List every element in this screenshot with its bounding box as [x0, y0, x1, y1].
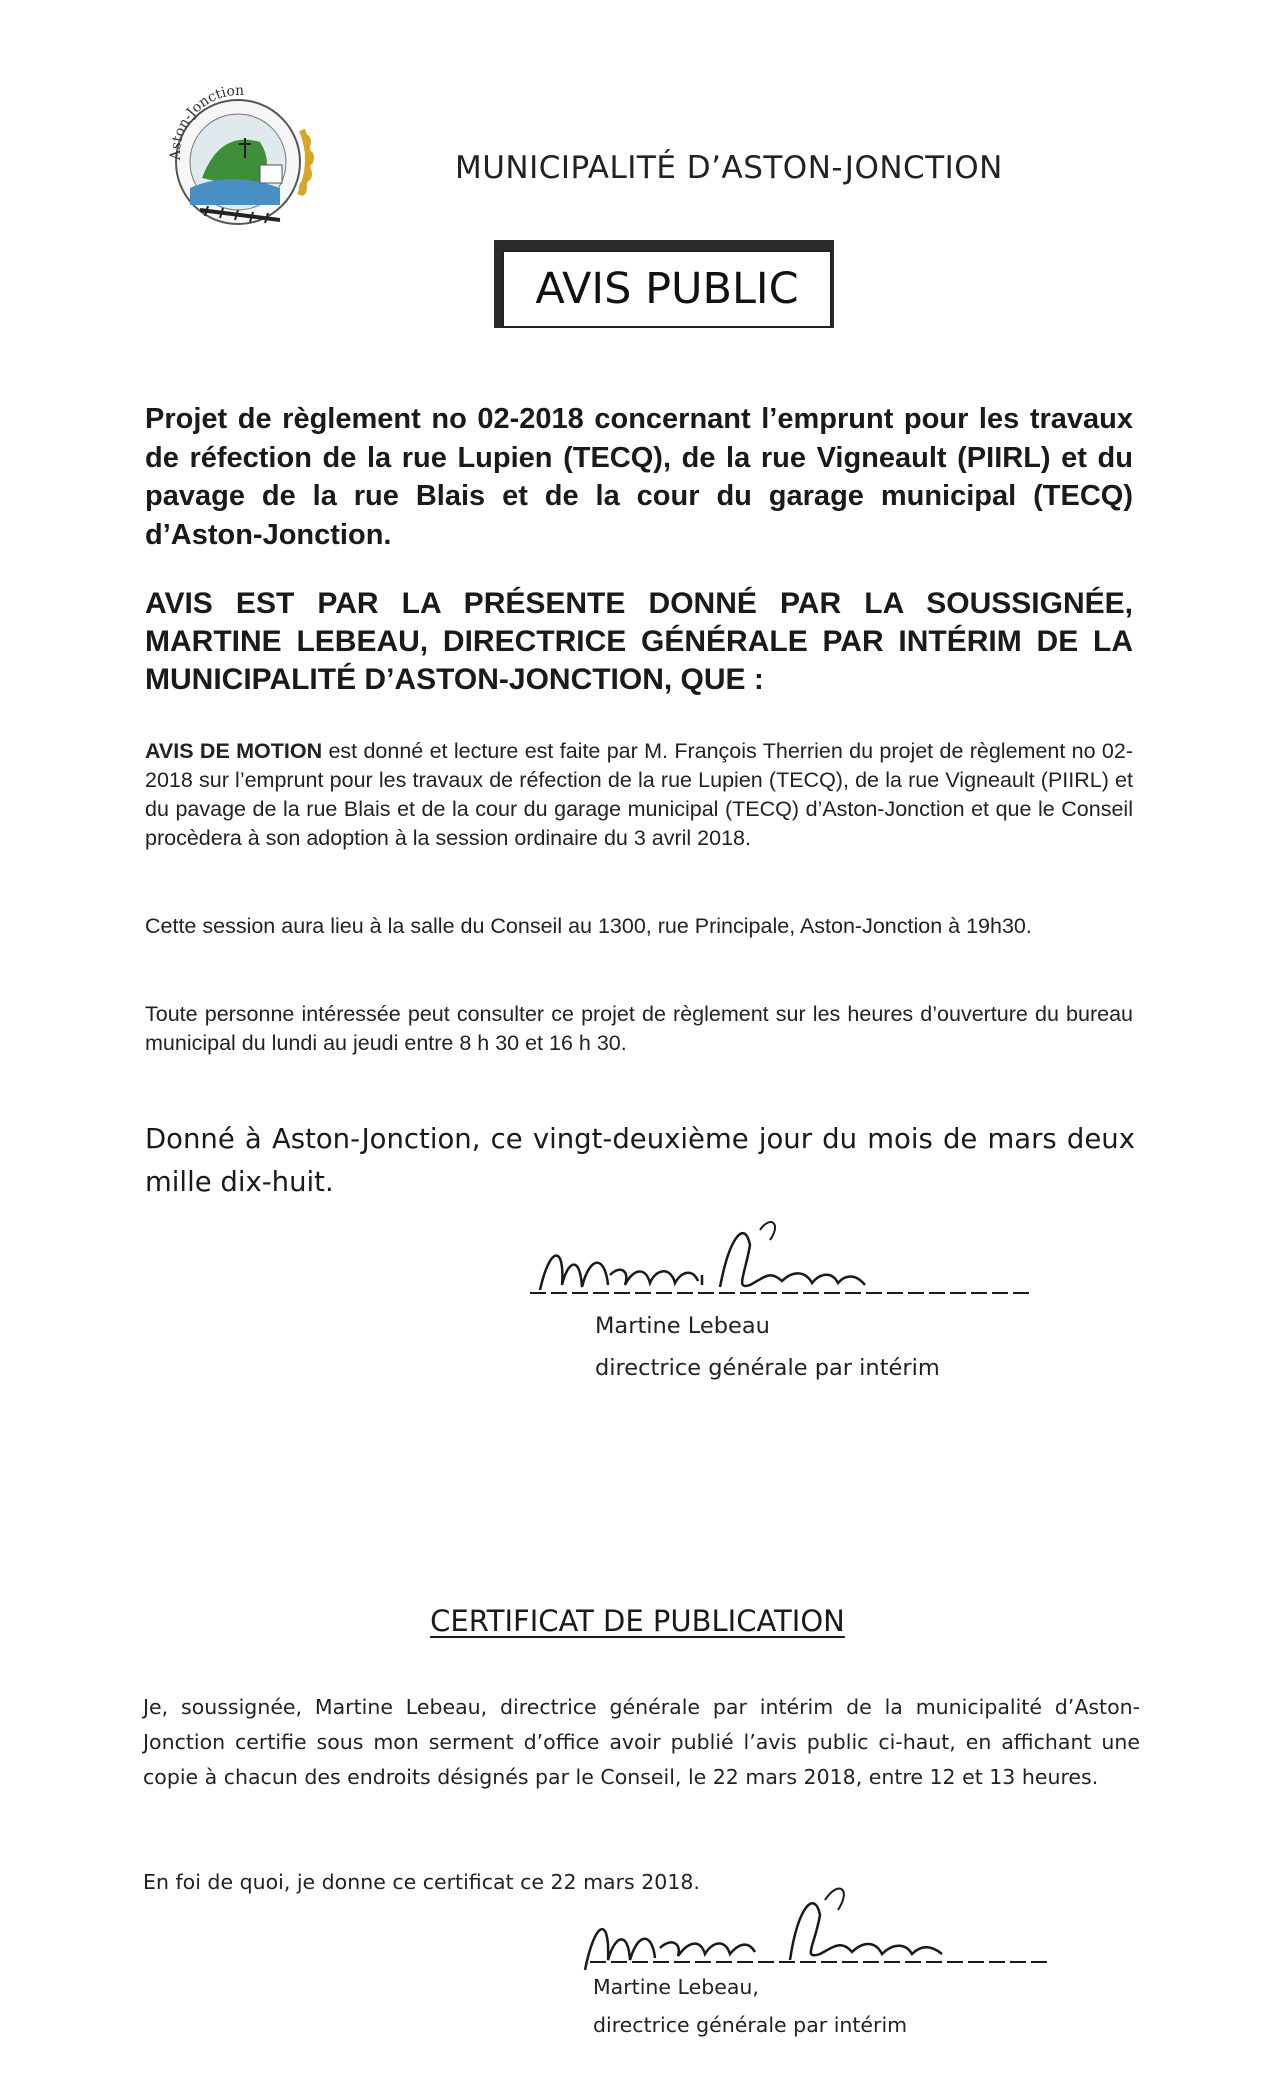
certificate-title: CERTIFICAT DE PUBLICATION	[430, 1604, 845, 1638]
signatory-name-2: Martine Lebeau,	[593, 1975, 759, 1999]
seal-icon	[150, 70, 330, 250]
signatory-name: Martine Lebeau	[595, 1313, 770, 1339]
signatory-role: directrice générale par intérim	[595, 1355, 940, 1381]
session-paragraph: Cette session aura lieu à la salle du Conseil au 1300, rue Principale, Aston-Jonction à 19h30.	[145, 914, 1032, 938]
handwritten-signature	[520, 1215, 1040, 1310]
certificate-body: Je, soussignée, Martine Lebeau, directrice générale par intérim de la municipalité d’Aston-Jonction certifie sous mon serment d’office avoir publié l’avis public ci-haut, en affichant une copie à chacun des endroits désignés par le Conseil, le 22 mars 2018, entre 12 et 13 heures.	[143, 1695, 1140, 1789]
signatory-role-2: directrice générale par intérim	[593, 2013, 908, 2037]
certificate-closing: En foi de quoi, je donne ce certificat ce 22 mars 2018.	[143, 1870, 700, 1894]
motion-text: est donné et lecture est faite par M. François Therrien du projet de règlement no 02-2018 sur l’emprunt pour les travaux de réfection de la rue Lupien (TECQ), de la rue Vigneault (PIIRL) et du pavage de la rue Blais et de la cour du garage municipal (TECQ) d’Aston-Jonction et que le Conseil procèdera à son adoption à la session ordinaire du 3 avril 2018.	[145, 739, 1133, 850]
given-statement: Donné à Aston-Jonction, ce vingt-deuxième jour du mois de mars deux mille dix-huit.	[145, 1123, 1135, 1198]
motion-paragraph	[145, 737, 1133, 853]
motion-lead: AVIS DE MOTION	[145, 739, 323, 763]
notice-title: AVIS PUBLIC	[502, 250, 832, 328]
consult-paragraph: Toute personne intéressée peut consulter ce projet de règlement sur les heures d’ouverture du bureau municipal du lundi au jeudi entre 8 h 30 et 16 h 30.	[145, 1002, 1133, 1055]
handwritten-signature-2	[570, 1820, 1060, 1915]
notice-declaration: AVIS EST PAR LA PRÉSENTE DONNÉ PAR LA SOUSSIGNÉE, MARTINE LEBEAU, DIRECTRICE GÉNÉRALE PAR INTÉRIM DE LA MUNICIPALITÉ D’ASTON-JONCTION, QUE :	[145, 587, 1133, 696]
notice-subject: Projet de règlement no 02-2018 concernant l’emprunt pour les travaux de réfection de la rue Lupien (TECQ), de la rue Vigneault (PIIRL) et du pavage de la rue Blais et de la cour du garage municipal (TECQ) d’Aston-Jonction.	[145, 403, 1133, 551]
municipal-seal-logo	[150, 70, 330, 250]
svg-text:Aston-Jonction: Aston-Jonction	[167, 82, 245, 161]
municipality-title: MUNICIPALITÉ D’ASTON-JONCTION	[455, 150, 1003, 186]
